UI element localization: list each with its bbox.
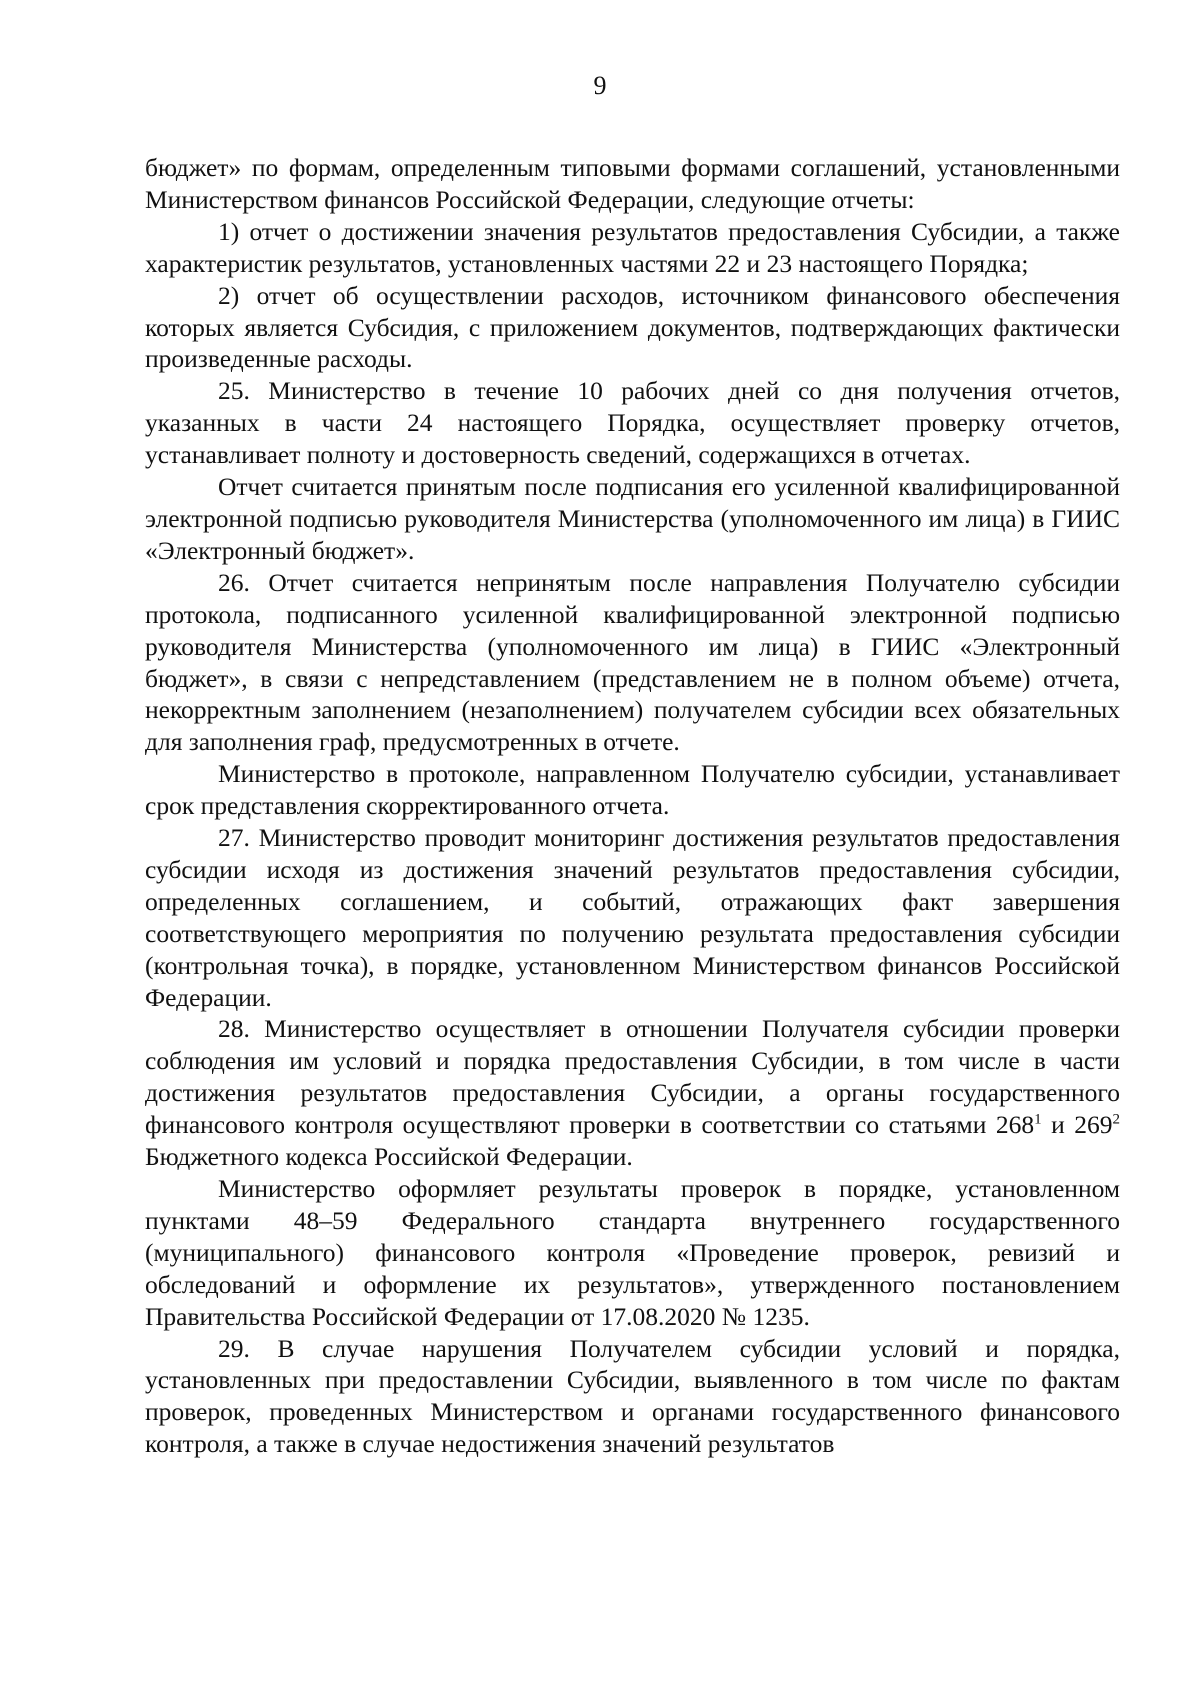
superscript-2: 2 [1112,1111,1120,1128]
page-number: 9 [593,71,607,100]
paragraph-26: 26. Отчет считается непринятым после направления Получателю субсидии протокола, подписанного усиленной квалифицированной электронной подписью руководителя Министерства (уполномоченного им лица) в ГИИС «Электронный бюджет», в связи с непредставлением (представлением не в полном объеме) отчета, некорректным заполнением (незаполнением) получателем субсидии всех обязательных для заполнения граф, предусмотренных в отчете. [145,567,1120,757]
paragraph-26-protocol-deadline: Министерство в протоколе, направленном Получателю субсидии, устанавливает срок представления скорректированного отчета. [145,759,1120,821]
paragraph-29: 29. В случае нарушения Получателем субсидии условий и порядка, установленных при предоставлении Субсидии, выявленного в том числе по фактам проверок, проведенных Министерством и органами государственного финансового контроля, а также в случае недостижения значений результатов [145,1333,1120,1459]
paragraph-28-tail: Бюджетного кодекса Российской Федерации. [145,1142,633,1172]
paragraph-25-report-accepted: Отчет считается принятым после подписания его усиленной квалифицированной электронной подписью руководителя Министерства (уполномоченного им лица) в ГИИС «Электронный бюджет». [145,472,1120,565]
paragraph-item-1: 1) отчет о достижении значения результатов предоставления Субсидии, а также характеристик результатов, установленных частями 22 и 23 настоящего Порядка; [145,216,1120,278]
paragraph-27: 27. Министерство проводит мониторинг достижения результатов предоставления субсидии исходя из достижения значений результатов предоставления субсидии, определенных соглашением, и событий, отражающих факт завершения соответствующего мероприятия по получению результата предоставления субсидии (контрольная точка), в порядке, установленном Министерством финансов Российской Федерации. [145,823,1120,1012]
paragraph-28-inspection-results: Министерство оформляет результаты проверок в порядке, установленном пунктами 48–59 Федерального стандарта внутреннего государственного (муниципального) финансового контроля «Проведение проверок, ревизий и обследований и оформление их результатов», утвержденного постановлением Правительства Российской Федерации от 17.08.2020 № 1235. [145,1174,1120,1331]
paragraph-continuation: бюджет» по формам, определенным типовыми формами соглашений, установленными Министерством финансов Российской Федерации, следующие отчеты: [145,153,1120,214]
paragraph-item-2: 2) отчет об осуществлении расходов, источником финансового обеспечения которых является Субсидия, с приложением документов, подтверждающих фактически произведенные расходы. [145,280,1120,374]
paragraph-28-text: 28. Министерство осуществляет в отношении Получателя субсидии проверки соблюдения им условий и порядка предоставления Субсидии, в том числе в части достижения результатов предоставления Субсидии, а органы государственного финансового контроля осуществляют проверки в соответствии со статьями 268 [145,1014,1120,1140]
paragraph-25: 25. Министерство в течение 10 рабочих дней со дня получения отчетов, указанных в части 24 настоящего Порядка, осуществляет проверку отчетов, устанавливает полноту и достоверность сведений, содержащихся в отчетах. [145,376,1120,470]
document-body [145,152,1120,1460]
paragraph-28 [145,1013,1120,1173]
superscript-1: 1 [1034,1111,1042,1128]
paragraph-28-mid: и 269 [1041,1110,1113,1140]
